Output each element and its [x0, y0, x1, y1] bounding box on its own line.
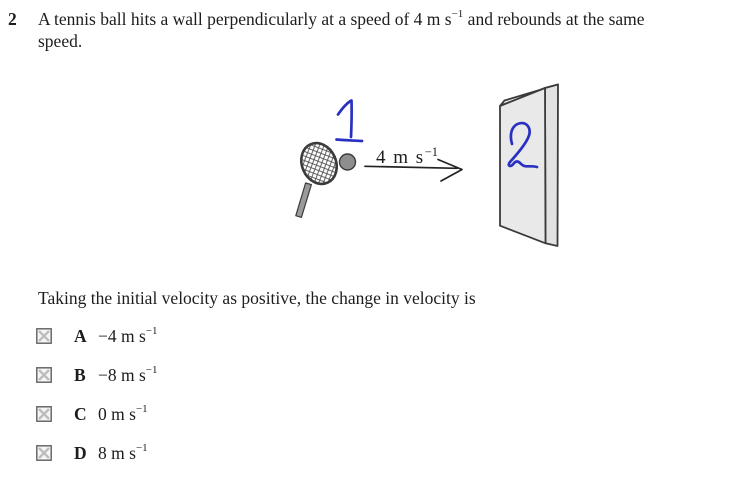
option-value [98, 404, 148, 425]
answer-checkbox-b[interactable] [36, 367, 52, 383]
speed-label: 4 m $s^{-1}$ [376, 145, 438, 168]
option-letter: C [74, 403, 87, 424]
option-row-d [36, 441, 148, 463]
stem-line-2: speed. [38, 31, 83, 51]
option-value [98, 326, 158, 347]
option-row-c [36, 402, 148, 424]
option-row-b [36, 363, 158, 385]
question-prompt: Taking the initial velocity as positive, the change in velocity is [38, 288, 476, 308]
stem-superscript: −1 [451, 8, 464, 21]
option-value [98, 365, 158, 386]
option-value-text: 0 m s [98, 403, 136, 424]
stem-line-1 [38, 8, 750, 30]
option-value-superscript: −1 [135, 441, 148, 454]
option-letter: B [74, 364, 86, 385]
diagram [280, 80, 600, 260]
answer-checkbox-c[interactable] [36, 406, 52, 422]
stem-text-part1: A tennis ball hits a wall perpendicularly at a speed of 4 m s [38, 9, 452, 29]
option-row-a [36, 324, 158, 346]
option-value-text: −4 m s [98, 325, 146, 346]
answer-checkbox-a[interactable] [36, 328, 52, 344]
option-value-superscript: −1 [135, 402, 148, 415]
option-value [98, 443, 148, 464]
option-letter: A [74, 325, 87, 346]
option-value-superscript: −1 [145, 324, 158, 337]
question-number: 2 [8, 9, 17, 29]
question-stem [38, 8, 750, 52]
option-letter: D [74, 442, 87, 463]
option-value-superscript: −1 [145, 363, 158, 376]
answer-checkbox-d[interactable] [36, 445, 52, 461]
handwritten-mark-1 [337, 101, 363, 142]
tennis-racket-icon [295, 137, 343, 217]
option-value-text: −8 m s [98, 364, 146, 385]
option-value-text: 8 m s [98, 442, 136, 463]
tennis-ball-icon [340, 154, 356, 170]
stem-text-part2: and rebounds at the same [463, 9, 645, 29]
